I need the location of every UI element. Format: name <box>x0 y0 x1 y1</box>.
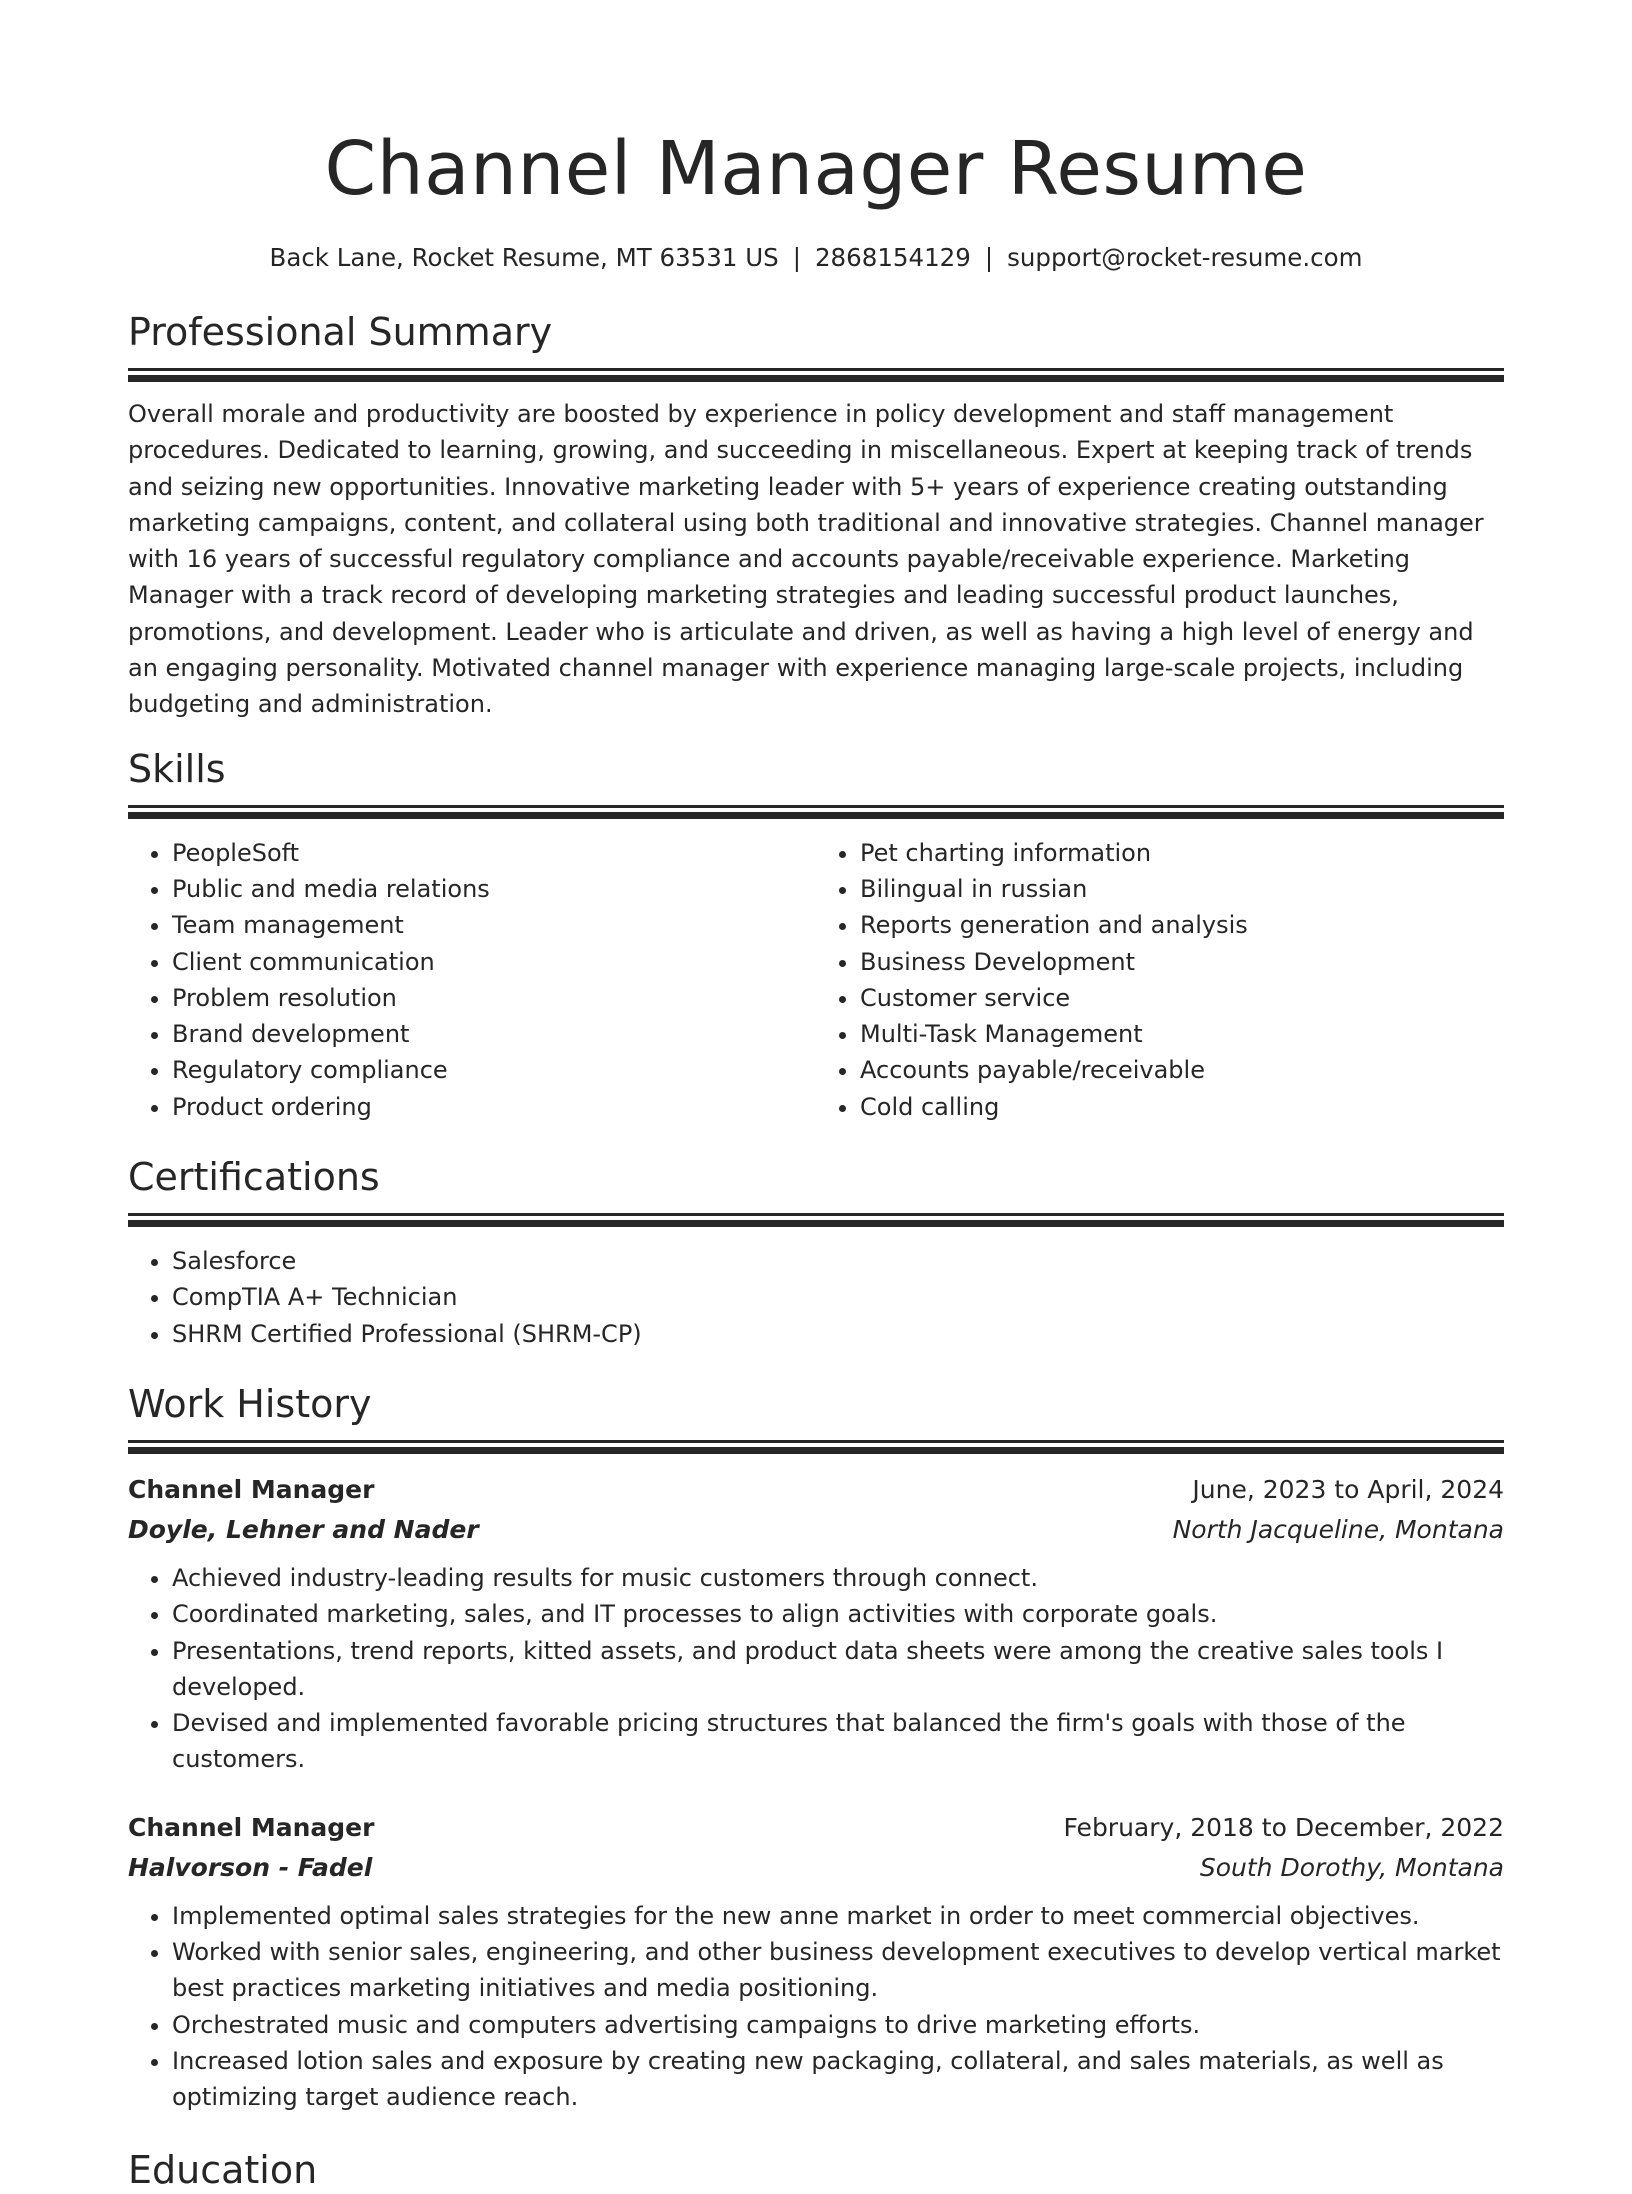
list-item: • Multi-Task Management <box>860 1016 1504 1052</box>
job-dates: June, 2023 to April, 2024 <box>1192 1474 1504 1504</box>
section-divider <box>128 1213 1504 1216</box>
education-heading: Education <box>128 2147 318 2192</box>
job-title: Channel Manager <box>128 1812 375 1842</box>
job-header <box>128 1470 1504 1510</box>
section-divider <box>128 1447 1504 1454</box>
skills-list-left <box>128 835 816 1125</box>
contact-separator: | <box>984 243 994 272</box>
skills-section <box>128 745 1504 1125</box>
job-subheader <box>128 1848 1504 1888</box>
job-bullets <box>128 1560 1504 1778</box>
list-item: • Regulatory compliance <box>172 1052 816 1088</box>
contact-email[interactable]: support@rocket-resume.com <box>1007 243 1363 272</box>
section-divider <box>128 1440 1504 1443</box>
contact-phone: 2868154129 <box>814 243 971 272</box>
list-item: • Worked with senior sales, engineering, and other business development executives to develop vertical market best practices marketing initiatives and media positioning. <box>172 1934 1504 2007</box>
summary-text: Overall morale and productivity are boosted by experience in policy development and staff management procedures. Dedicated to learning, growing, and succeeding in miscellaneous. Expert at keeping track of trends and seizing new opportunities. Innovative marketing leader with 5+ years of experience creating outstanding marketing campaigns, content, and collateral using both traditional and innovative strategies. Channel manager with 16 years of successful regulatory compliance and accounts payable/receivable experience. Marketing Manager with a track record of developing marketing strategies and leading successful product launches, promotions, and development. Leader who is articulate and driven, as well as having a high level of energy and an engaging personality. Motivated channel manager with experience managing large-scale projects, including budgeting and administration. <box>128 400 1484 719</box>
job-header <box>128 1808 1504 1848</box>
list-item: • Presentations, trend reports, kitted assets, and product data sheets were among the creative sales tools I developed. <box>172 1633 1504 1706</box>
list-item: • PeopleSoft <box>172 835 816 871</box>
resume-page <box>128 0 1504 2194</box>
job-title: Channel Manager <box>128 1474 375 1504</box>
job-company: Halvorson - Fadel <box>128 1852 373 1882</box>
list-item: • Customer service <box>860 980 1504 1016</box>
education-section <box>128 2146 1504 2194</box>
resume-title: Channel Manager Resume <box>324 126 1308 212</box>
list-item: • Implemented optimal sales strategies for the new anne market in order to meet commercial objectives. <box>172 1898 1504 1934</box>
list-item: • Salesforce <box>172 1243 1504 1279</box>
section-divider <box>128 805 1504 808</box>
list-item: • Achieved industry-leading results for music customers through connect. <box>172 1560 1504 1596</box>
summary-section <box>128 308 1504 723</box>
list-item: • Coordinated marketing, sales, and IT processes to align activities with corporate goals. <box>172 1596 1504 1632</box>
job-location: South Dorothy, Montana <box>1199 1852 1504 1882</box>
job-company: Doyle, Lehner and Nader <box>128 1514 479 1544</box>
work-section <box>128 1380 1504 2116</box>
job-entry <box>128 1808 1504 2116</box>
work-heading: Work History <box>128 1381 372 1426</box>
list-item: • Orchestrated music and computers advertising campaigns to drive marketing efforts. <box>172 2007 1504 2043</box>
list-item: • SHRM Certified Professional (SHRM-CP) <box>172 1316 1504 1352</box>
list-item: • CompTIA A+ Technician <box>172 1279 1504 1315</box>
list-item: • Brand development <box>172 1016 816 1052</box>
skills-columns <box>128 835 1504 1125</box>
list-item: • Pet charting information <box>860 835 1504 871</box>
list-item: • Business Development <box>860 944 1504 980</box>
list-item: • Client communication <box>172 944 816 980</box>
job-entry <box>128 1470 1504 1778</box>
certifications-heading: Certifications <box>128 1155 380 1200</box>
section-divider <box>128 375 1504 382</box>
skills-list-right <box>816 835 1504 1125</box>
section-divider <box>128 812 1504 819</box>
summary-heading: Professional Summary <box>128 310 553 354</box>
list-item: • Accounts payable/receivable <box>860 1052 1504 1088</box>
section-divider <box>128 368 1504 371</box>
certifications-list <box>128 1243 1504 1352</box>
contact-line <box>128 240 1504 276</box>
contact-address: Back Lane, Rocket Resume, MT 63531 US <box>269 243 779 272</box>
job-location: North Jacqueline, Montana <box>1172 1514 1504 1544</box>
list-item: • Team management <box>172 907 816 943</box>
list-item: • Bilingual in russian <box>860 871 1504 907</box>
list-item: • Increased lotion sales and exposure by creating new packaging, collateral, and sales materials, as well as optimizing target audience reach. <box>172 2043 1504 2116</box>
certifications-section <box>128 1153 1504 1352</box>
list-item: • Product ordering <box>172 1089 816 1125</box>
list-item: • Devised and implemented favorable pricing structures that balanced the firm's goals with those of the customers. <box>172 1705 1504 1778</box>
section-divider <box>128 1220 1504 1227</box>
contact-separator: | <box>792 243 801 272</box>
skills-heading: Skills <box>128 746 226 791</box>
job-subheader <box>128 1510 1504 1550</box>
job-dates: February, 2018 to December, 2022 <box>1063 1812 1504 1842</box>
job-bullets <box>128 1898 1504 2116</box>
list-item: • Reports generation and analysis <box>860 907 1504 943</box>
list-item: • Problem resolution <box>172 980 816 1016</box>
list-item: • Cold calling <box>860 1089 1504 1125</box>
list-item: • Public and media relations <box>172 871 816 907</box>
